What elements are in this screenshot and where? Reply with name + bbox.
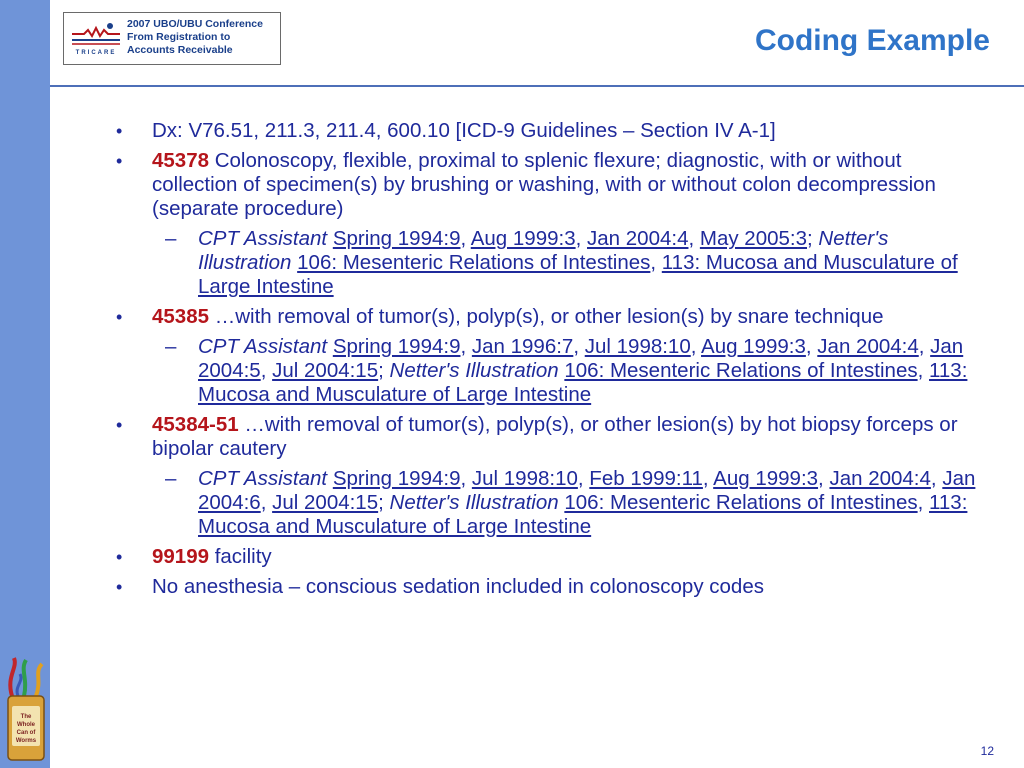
reference-link[interactable]: Aug 1999:3 <box>470 227 576 250</box>
cpt-code: 45385 <box>152 305 210 328</box>
bullet-dx <box>116 119 986 143</box>
illustration-link[interactable]: 113: Mucosa and Musculature of Large Intestine <box>198 359 968 406</box>
logo-line-3: Accounts Receivable <box>127 44 233 56</box>
cpt-assistant-label: CPT Assistant <box>198 227 328 250</box>
bullet-text: …with removal of tumor(s), polyp(s), or other lesion(s) by snare technique <box>209 305 884 328</box>
reference-link[interactable]: Spring 1994:9 <box>332 227 461 250</box>
reference-list: – CPT Assistant Spring 1994:9, Jul 1998:10, Feb 1999:11, Aug 1999:3, Jan 2004:4, Jan 2004:6, Jul 2004:15; Netter's Illustration 106: Mesenteric Relations of Intestines, 113: Mucosa and Musculature of Large Intestine <box>116 467 986 539</box>
netter-label: Netter's Illustration <box>389 359 559 382</box>
logo-line-1: 2007 UBO/UBU Conference <box>127 18 263 30</box>
reference-link[interactable]: Aug 1999:3 <box>701 335 806 358</box>
logo-text <box>127 18 263 57</box>
illustration-link[interactable]: 106: Mesenteric Relations of Intestines <box>564 359 918 382</box>
svg-text:Can of: Can of <box>16 730 36 736</box>
cpt-assistant-label: CPT Assistant <box>198 335 328 358</box>
reference-link[interactable]: Spring 1994:9 <box>332 335 461 358</box>
logo-line-2: From Registration to <box>127 31 231 43</box>
conference-logo <box>63 12 281 65</box>
bullet-text: …with removal of tumor(s), polyp(s), or other lesion(s) by hot biopsy forceps or bipolar cautery <box>152 413 958 460</box>
reference-link[interactable]: Jan 2004:4 <box>587 227 689 250</box>
page-number: 12 <box>980 744 994 758</box>
bullet-text: No anesthesia – conscious sedation included in colonoscopy codes <box>152 575 764 598</box>
reference-link[interactable]: May 2005:3 <box>699 227 807 250</box>
bullet-45378 <box>116 149 986 221</box>
bullet-text: facility <box>209 545 272 568</box>
reference-list: – CPT Assistant Spring 1994:9, Aug 1999:3, Jan 2004:4, May 2005:3; Netter's Illustration 106: Mesenteric Relations of Intestines, 113: Mucosa and Musculature of Large Intestine <box>116 227 986 299</box>
bullet-45385 <box>116 305 986 329</box>
cpt-assistant-label: CPT Assistant <box>198 467 328 490</box>
illustration-link[interactable]: 113: Mucosa and Musculature of Large Intestine <box>198 251 958 298</box>
reference-link[interactable]: Aug 1999:3 <box>713 467 819 490</box>
illustration-link[interactable]: 106: Mesenteric Relations of Intestines <box>297 251 651 274</box>
bullet-45384-51 <box>116 413 986 461</box>
reference-list: – CPT Assistant Spring 1994:9, Jan 1996:7, Jul 1998:10, Aug 1999:3, Jan 2004:4, Jan 2004:5, Jul 2004:15; Netter's Illustration 106: Mesenteric Relations of Intestines, 113: Mucosa and Musculature of Large Intestine <box>116 335 986 407</box>
bullet-text: Colonoscopy, flexible, proximal to splenic flexure; diagnostic, with or without collection of specimen(s) by brushing or washing, with or without colon decompression (separate procedure) <box>152 149 936 220</box>
reference-link[interactable]: Jul 2004:15 <box>272 491 379 514</box>
left-band <box>0 0 50 768</box>
netter-label: Netter's Illustration <box>389 491 559 514</box>
svg-text:The: The <box>20 714 32 720</box>
logo-word: TRICARE <box>75 50 117 56</box>
title-divider <box>50 85 1024 87</box>
netter-label: Netter's Illustration <box>198 227 889 274</box>
bullet-anesthesia <box>116 575 986 599</box>
reference-link[interactable]: Jan 2004:4 <box>829 467 931 490</box>
reference-link[interactable]: Spring 1994:9 <box>332 467 461 490</box>
illustration-link[interactable]: 106: Mesenteric Relations of Intestines <box>564 491 918 514</box>
can-of-worms-mascot-icon <box>4 656 48 766</box>
bullet-99199 <box>116 545 986 569</box>
reference-link[interactable]: Jul 1998:10 <box>584 335 691 358</box>
cpt-code: 45384-51 <box>152 413 239 436</box>
reference-link[interactable]: Jul 1998:10 <box>471 467 578 490</box>
reference-link[interactable]: Jan 2004:5 <box>198 335 964 382</box>
svg-text:Worms: Worms <box>15 738 37 744</box>
bullet-text: Dx: V76.51, 211.3, 211.4, 600.10 [ICD-9 Guidelines – Section IV A-1] <box>152 119 776 142</box>
illustration-link[interactable]: 113: Mucosa and Musculature of Large Intestine <box>198 491 968 538</box>
tricare-logo-icon <box>70 20 122 58</box>
reference-link[interactable]: Feb 1999:11 <box>589 467 703 490</box>
svg-text:Whole: Whole <box>17 722 35 728</box>
reference-link[interactable]: Jan 2004:6 <box>198 467 976 514</box>
slide-content <box>116 119 986 605</box>
cpt-code: 45378 <box>152 149 210 172</box>
cpt-code: 99199 <box>152 545 210 568</box>
reference-link[interactable]: Jul 2004:15 <box>272 359 379 382</box>
slide-title: Coding Example <box>754 24 990 57</box>
reference-link[interactable]: Jan 1996:7 <box>471 335 574 358</box>
reference-link[interactable]: Jan 2004:4 <box>817 335 919 358</box>
